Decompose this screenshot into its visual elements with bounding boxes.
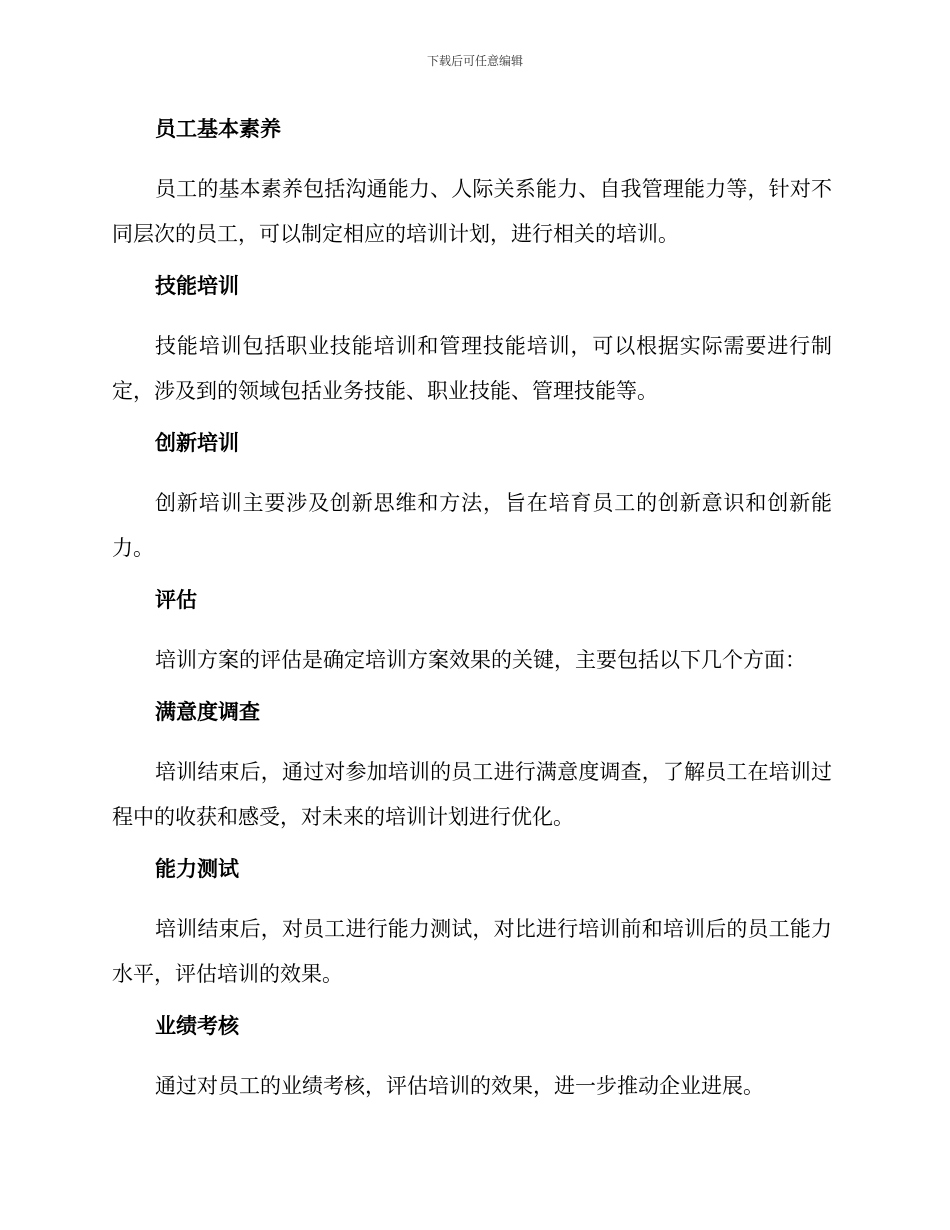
section-paragraph-basic-quality: 员工的基本素养包括沟通能力、人际关系能力、自我管理能力等，针对不同层次的员工，可以制定相应的培训计划，进行相关的培训。: [112, 177, 832, 246]
section-paragraph-evaluation: 培训方案的评估是确定培训方案效果的关键，主要包括以下几个方面：: [155, 648, 806, 672]
section-paragraph-skill-training: 技能培训包括职业技能培训和管理技能培训，可以根据实际需要进行制定，涉及到的领域包括业务技能、职业技能、管理技能等。: [112, 334, 832, 403]
document-body: [112, 113, 832, 1122]
section-heading-ability-test: 能力测试: [155, 857, 239, 881]
page-header-note: 下载后可任意编辑: [426, 54, 523, 68]
section-heading-performance-review: 业绩考核: [155, 1014, 239, 1038]
section-heading-basic-quality: 员工基本素养: [155, 117, 281, 141]
section-heading-evaluation: 评估: [155, 588, 197, 612]
section-paragraph-performance-review: 通过对员工的业绩考核，评估培训的效果，进一步推动企业进展。: [155, 1074, 764, 1098]
section-paragraph-satisfaction-survey: 培训结束后，通过对参加培训的员工进行满意度调查，了解员工在培训过程中的收获和感受，对未来的培训计划进行优化。: [112, 760, 832, 829]
section-paragraph-innovation-training: 创新培训主要涉及创新思维和方法，旨在培育员工的创新意识和创新能力。: [112, 491, 832, 560]
section-paragraph-ability-test: 培训结束后，对员工进行能力测试，对比进行培训前和培训后的员工能力水平，评估培训的效果。: [112, 917, 832, 986]
section-heading-satisfaction-survey: 满意度调查: [155, 700, 260, 724]
section-heading-skill-training: 技能培训: [155, 274, 239, 298]
section-heading-innovation-training: 创新培训: [155, 431, 239, 455]
